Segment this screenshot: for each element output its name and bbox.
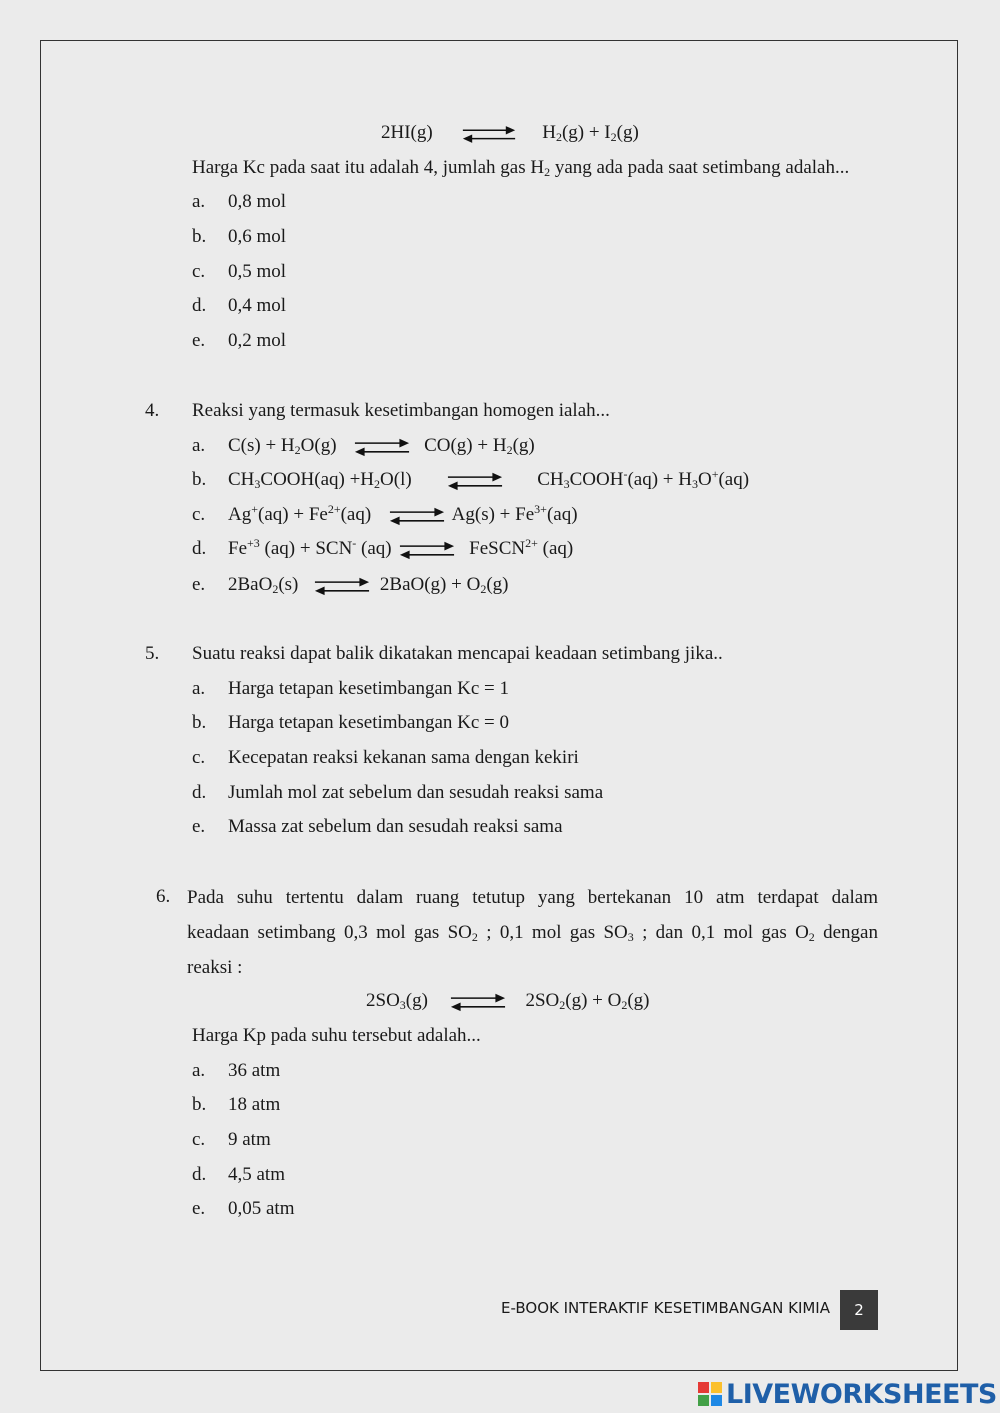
equilibrium-arrow-icon <box>398 540 456 560</box>
q5-number: 5. <box>145 643 160 664</box>
q5-option-label: e. <box>192 816 206 837</box>
q4-stem: Reaksi yang termasuk kesetimbangan homogen ialah... <box>192 400 610 421</box>
q3-equation: 2HI(g) $H_2(g) + I_2(g)$ <box>381 122 639 144</box>
q5-option-c[interactable]: Kecepatan reaksi kekanan sama dengan kekiri <box>228 747 579 768</box>
q5-option-b[interactable]: Harga tetapan kesetimbangan Kc = 0 <box>228 712 510 733</box>
q6-option-b[interactable]: 18 atm <box>228 1094 281 1115</box>
q3-option-d[interactable]: 0,4 mol <box>228 295 287 316</box>
q4-number: 4. <box>145 400 160 421</box>
q3-option-label: c. <box>192 261 206 282</box>
q6-option-a[interactable]: 36 atm <box>228 1060 281 1081</box>
q4-option-label: a. <box>192 435 206 456</box>
q6-question: Harga Kp pada suhu tersebut adalah... <box>192 1025 481 1046</box>
q6-stem-line1: Pada suhu tertentu dalam ruang tetutup yang bertekanan 10 atm terdapat dalam <box>187 887 878 908</box>
q3-option-label: b. <box>192 226 207 247</box>
q6-equation: $2SO_3(g) 2SO_2(g) + O_2(g)$ <box>366 990 650 1012</box>
q5-option-label: d. <box>192 782 207 803</box>
equilibrium-arrow-icon <box>353 437 411 457</box>
equilibrium-arrow-icon <box>446 471 504 491</box>
q6-stem-line2: keadaan setimbang 0,3 mol gas $SO_2$ ; 0,1 mol gas $SO_3$ ; dan 0,1 mol gas $O_2$ dengan <box>187 922 878 944</box>
q4-option-label: e. <box>192 574 206 595</box>
q4-option-a[interactable]: $C(s) + H_2O(g) CO(g) + H_2(g)$ <box>228 435 535 457</box>
liveworksheets-logo <box>698 1378 997 1410</box>
q6-option-label: a. <box>192 1060 206 1081</box>
q4-option-b[interactable]: $CH_3COOH(aq) +H_2O(l)$ $CH_3COOH^-(aq) + H_3O^+(aq)$ <box>228 467 750 491</box>
q5-option-label: a. <box>192 678 206 699</box>
q6-option-label: c. <box>192 1129 206 1150</box>
page-number: 2 <box>840 1290 878 1330</box>
equilibrium-arrow-icon <box>313 576 371 596</box>
q4-option-d[interactable]: $Fe^{+3}$ (aq) + SCN- (aq) FeSCN$^{2+}$ (aq) <box>228 536 574 559</box>
q5-option-e[interactable]: Massa zat sebelum dan sesudah reaksi sama <box>228 816 563 837</box>
q6-stem-line3: reaksi : <box>187 957 243 978</box>
q4-option-label: c. <box>192 504 206 525</box>
q4-option-label: b. <box>192 469 207 490</box>
q6-option-d[interactable]: 4,5 atm <box>228 1164 285 1185</box>
liveworksheets-logo-text: LIVEWORKSHEETS <box>726 1378 997 1410</box>
liveworksheets-logo-icon <box>698 1382 722 1406</box>
footer-title: E-BOOK INTERAKTIF KESETIMBANGAN KIMIA <box>501 1299 830 1317</box>
q3-option-b[interactable]: 0,6 mol <box>228 226 287 247</box>
q6-option-label: d. <box>192 1164 207 1185</box>
q5-option-label: b. <box>192 712 207 733</box>
equilibrium-arrow-icon <box>461 124 517 144</box>
q3-option-e[interactable]: 0,2 mol <box>228 330 287 351</box>
q3-option-c[interactable]: 0,5 mol <box>228 261 287 282</box>
q3-option-label: a. <box>192 191 206 212</box>
equilibrium-arrow-icon <box>388 506 446 526</box>
q3-eq-left: 2HI(g) <box>381 122 433 143</box>
q6-option-label: b. <box>192 1094 207 1115</box>
q4-option-e[interactable]: 2BaO$_2$(s) $2BaO(g) + O_2(g)$ <box>228 574 509 596</box>
q5-option-d[interactable]: Jumlah mol zat sebelum dan sesudah reaksi sama <box>228 782 604 803</box>
q3-option-label: e. <box>192 330 206 351</box>
q5-option-label: c. <box>192 747 206 768</box>
q3-option-label: d. <box>192 295 207 316</box>
q6-option-e[interactable]: 0,05 atm <box>228 1198 295 1219</box>
q4-option-label: d. <box>192 538 207 559</box>
equilibrium-arrow-icon <box>449 992 507 1012</box>
q5-stem: Suatu reaksi dapat balik dikatakan mencapai keadaan setimbang jika.. <box>192 643 723 664</box>
q6-option-label: e. <box>192 1198 206 1219</box>
q5-option-a[interactable]: Harga tetapan kesetimbangan Kc = 1 <box>228 678 510 699</box>
q4-option-c[interactable]: $Ag^+(aq) + Fe^{2+}(aq) Ag(s) + Fe^{3+}(aq)$ <box>228 502 578 525</box>
q3-stem: Harga Kc pada saat itu adalah 4, jumlah gas $H_2$ yang ada pada saat setimbang adalah... <box>192 157 850 179</box>
worksheet-page <box>40 40 958 1371</box>
q6-option-c[interactable]: 9 atm <box>228 1129 271 1150</box>
q3-option-a[interactable]: 0,8 mol <box>228 191 287 212</box>
q6-number: 6. <box>156 886 171 907</box>
